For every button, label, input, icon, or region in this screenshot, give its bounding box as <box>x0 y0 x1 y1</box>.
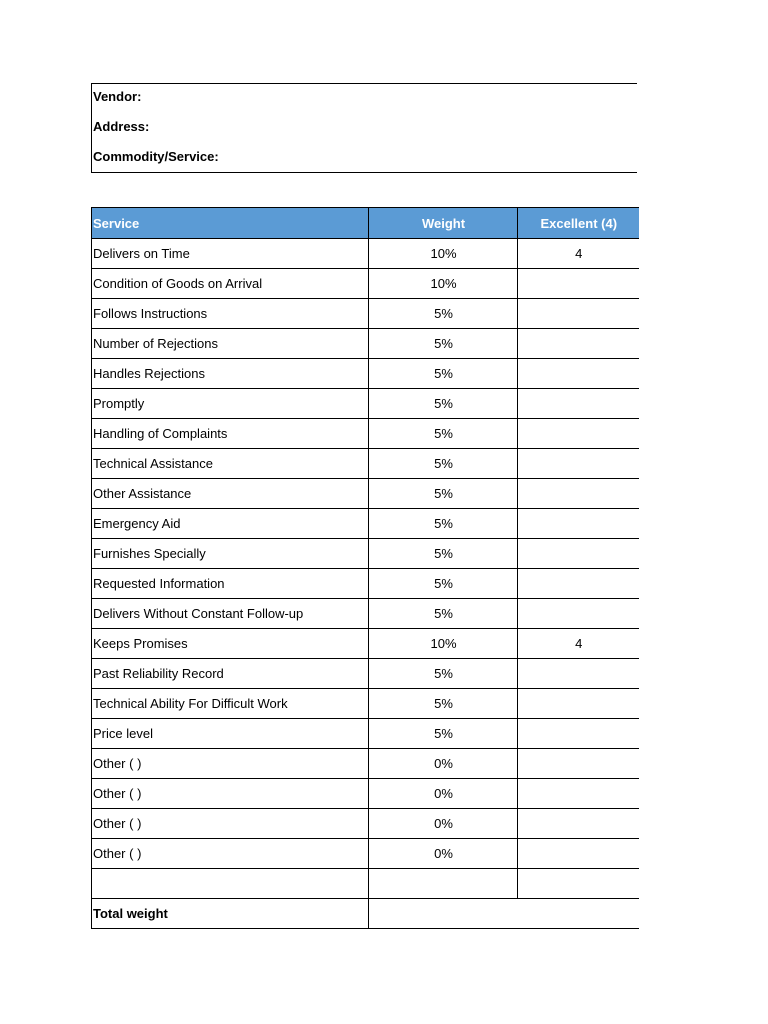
service-cell: Past Reliability Record <box>92 659 369 689</box>
excellent-cell <box>518 389 639 419</box>
table-row <box>92 269 639 299</box>
service-cell: Requested Information <box>92 569 369 599</box>
service-cell: Delivers on Time <box>92 239 369 269</box>
excellent-cell <box>518 719 639 749</box>
service-cell: Technical Ability For Difficult Work <box>92 689 369 719</box>
header-service: Service <box>92 208 369 239</box>
vendor-info-box <box>91 83 637 173</box>
table-row <box>92 329 639 359</box>
commodity-service-label: Commodity/Service: <box>93 149 219 164</box>
table-row <box>92 389 639 419</box>
total-weight-label: Total weight <box>92 899 369 929</box>
service-cell: Delivers Without Constant Follow-up <box>92 599 369 629</box>
weight-cell: 5% <box>369 449 518 479</box>
service-cell: Other ( ) <box>92 839 369 869</box>
excellent-cell: 4 <box>518 629 639 659</box>
table-row <box>92 749 639 779</box>
table-row <box>92 689 639 719</box>
weight-cell: 5% <box>369 329 518 359</box>
service-cell: Handles Rejections <box>92 359 369 389</box>
table-body <box>92 239 639 899</box>
weight-cell: 10% <box>369 269 518 299</box>
excellent-cell <box>518 539 639 569</box>
table-row <box>92 299 639 329</box>
service-cell: Price level <box>92 719 369 749</box>
excellent-cell <box>518 419 639 449</box>
weight-cell: 10% <box>369 239 518 269</box>
table-row <box>92 539 639 569</box>
table-row <box>92 449 639 479</box>
service-cell: Other Assistance <box>92 479 369 509</box>
excellent-cell <box>518 329 639 359</box>
table-row <box>92 599 639 629</box>
weight-cell: 0% <box>369 779 518 809</box>
table-row <box>92 479 639 509</box>
total-row <box>92 899 639 929</box>
service-cell: Other ( ) <box>92 749 369 779</box>
service-cell: Follows Instructions <box>92 299 369 329</box>
table-row <box>92 239 639 269</box>
excellent-cell <box>518 449 639 479</box>
excellent-cell <box>518 689 639 719</box>
total-weight-value <box>369 899 639 929</box>
excellent-cell <box>518 299 639 329</box>
excellent-cell <box>518 779 639 809</box>
excellent-cell <box>518 749 639 779</box>
excellent-cell <box>518 569 639 599</box>
excellent-cell <box>518 359 639 389</box>
table-row <box>92 359 639 389</box>
service-cell: Other ( ) <box>92 779 369 809</box>
service-cell: Technical Assistance <box>92 449 369 479</box>
header-weight: Weight <box>369 208 518 239</box>
weight-cell: 5% <box>369 539 518 569</box>
excellent-cell <box>518 509 639 539</box>
weight-cell: 5% <box>369 689 518 719</box>
weight-cell: 5% <box>369 389 518 419</box>
excellent-cell <box>518 269 639 299</box>
header-excellent: Excellent (4) <box>518 208 639 239</box>
table-row <box>92 569 639 599</box>
weight-cell: 0% <box>369 839 518 869</box>
table-header-row <box>92 208 639 239</box>
weight-cell: 5% <box>369 719 518 749</box>
table-row <box>92 419 639 449</box>
table-row <box>92 659 639 689</box>
weight-cell <box>369 869 518 899</box>
weight-cell: 5% <box>369 359 518 389</box>
service-cell: Condition of Goods on Arrival <box>92 269 369 299</box>
service-cell: Furnishes Specially <box>92 539 369 569</box>
weight-cell: 0% <box>369 749 518 779</box>
excellent-cell <box>518 839 639 869</box>
excellent-cell <box>518 809 639 839</box>
address-label: Address: <box>93 119 150 134</box>
weight-cell: 5% <box>369 299 518 329</box>
service-cell: Keeps Promises <box>92 629 369 659</box>
service-cell: Other ( ) <box>92 809 369 839</box>
weight-cell: 5% <box>369 659 518 689</box>
table-row <box>92 869 639 899</box>
weight-cell: 5% <box>369 569 518 599</box>
table-row <box>92 809 639 839</box>
excellent-cell <box>518 659 639 689</box>
service-cell: Emergency Aid <box>92 509 369 539</box>
weight-cell: 5% <box>369 419 518 449</box>
excellent-cell <box>518 599 639 629</box>
weight-cell: 5% <box>369 479 518 509</box>
excellent-cell <box>518 869 639 899</box>
weight-cell: 0% <box>369 809 518 839</box>
service-cell <box>92 869 369 899</box>
table-row <box>92 629 639 659</box>
table-row <box>92 839 639 869</box>
service-cell: Promptly <box>92 389 369 419</box>
weight-cell: 10% <box>369 629 518 659</box>
vendor-label: Vendor: <box>93 89 142 104</box>
service-cell: Handling of Complaints <box>92 419 369 449</box>
service-cell: Number of Rejections <box>92 329 369 359</box>
table-row <box>92 509 639 539</box>
weight-cell: 5% <box>369 599 518 629</box>
table-row <box>92 719 639 749</box>
table-row <box>92 779 639 809</box>
weight-cell: 5% <box>369 509 518 539</box>
excellent-cell <box>518 479 639 509</box>
vendor-evaluation-table <box>91 207 639 929</box>
excellent-cell: 4 <box>518 239 639 269</box>
